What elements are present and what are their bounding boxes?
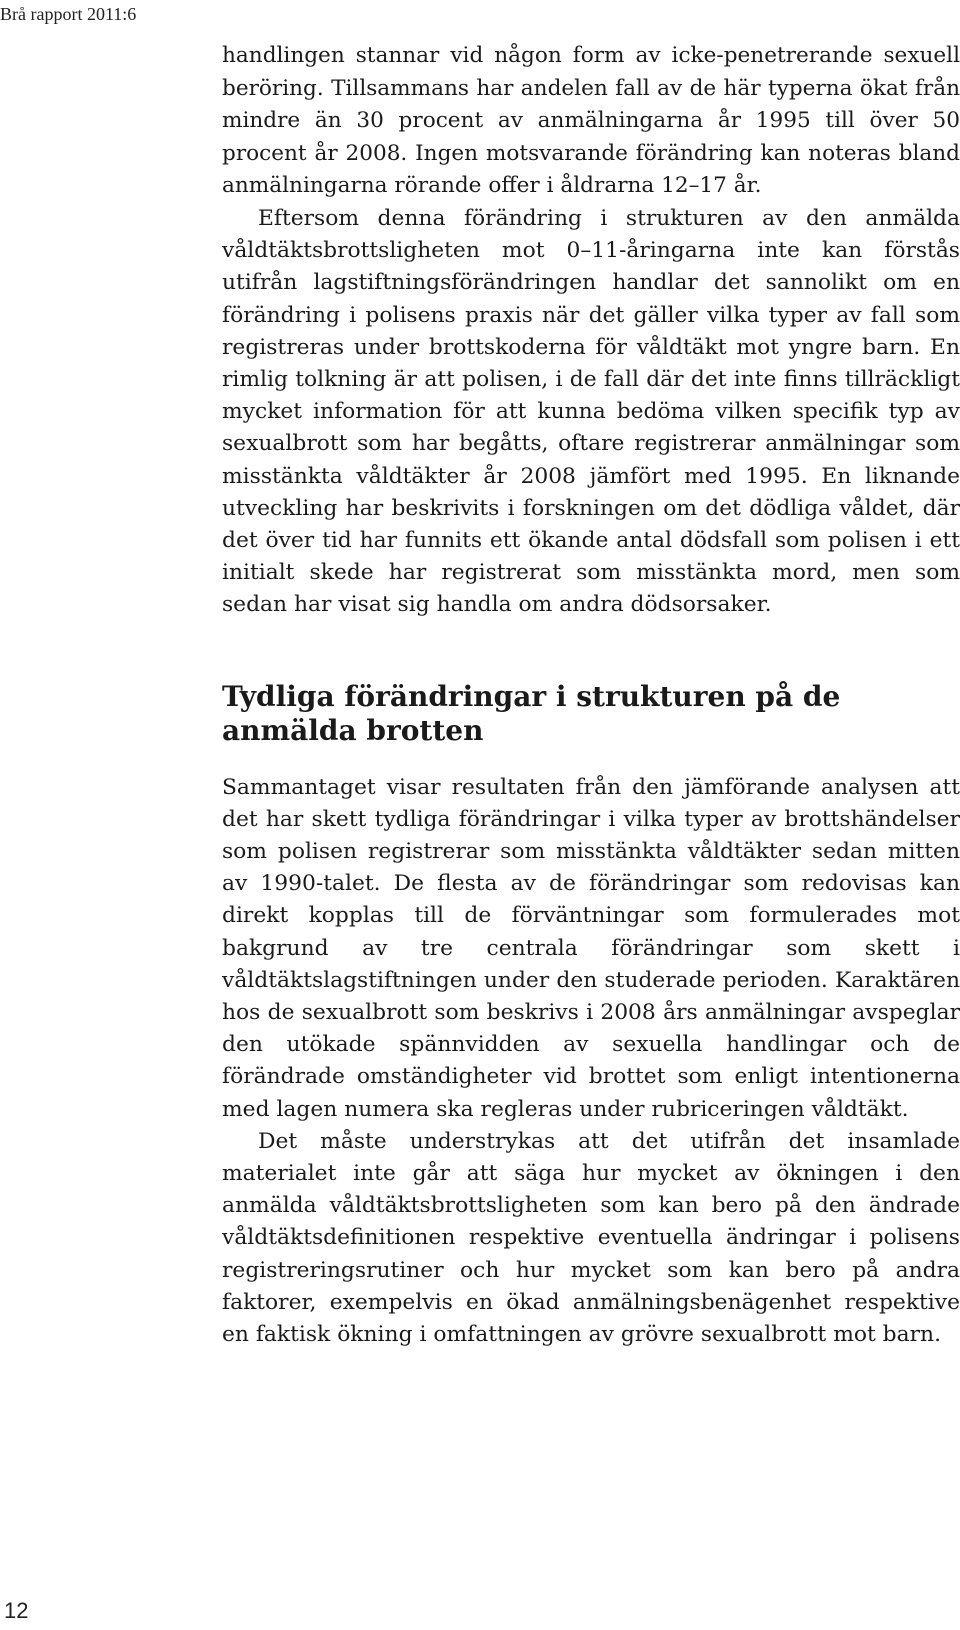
page-body bbox=[222, 40, 960, 1351]
paragraph-caveat: Det måste understrykas att det utifrån det insamlade materialet inte går att säga hur mycket av ökningen i den anmälda våldtäktsbrottsligheten som kan bero på den ändrade våldtäktsdefinitionen respektive eventuella ändringar i polisens registreringsrutiner och hur mycket som kan bero på andra faktorer, exempelvis en ökad anmälningsbenägenhet respektive en faktisk ökning i omfattningen av grövre sexualbrott mot barn. bbox=[222, 1128, 960, 1348]
running-head: Brå rapport 2011:6 bbox=[0, 4, 137, 24]
paragraph-summary: Sammantaget visar resultaten från den jämförande analysen att det har skett tydliga förändringar i vilka typer av brottshändelser som polisen registrerar som misstänkta våldtäkter sedan mitten av 1990-talet. De flesta av de förändringar som redovisas kan direkt kopplas till de förväntningar som formulerades mot bakgrund av tre centrala förändringar som skett i våldtäktslagstiftningen under den studerade perioden. Karaktären hos de sexualbrott som beskrivs i 2008 års anmälningar avspeglar den utökade spännvidden av sexuella handlingar och de förändrade omständigheter vid brottet som enligt intentionerna med lagen numera ska regleras under rubriceringen våldtäkt. bbox=[222, 774, 960, 1122]
paragraph-police-practice: Eftersom denna förändring i strukturen av den anmälda våldtäktsbrottsligheten mot 0–11-åringarna inte kan förstås utifrån lagstiftningsförändringen handlar det sannolikt om en förändring i polisens praxis när det gäller vilka typer av fall som registreras under brottskoderna för våldtäkt mot yngre barn. En rimlig tolkning är att polisen, i de fall där det inte finns tillräckligt mycket information för att kunna bedöma vilken specifik typ av sexualbrott som har begåtts, oftare registrerar anmälningar som misstänkta våldtäkter år 2008 jämfört med 1995. En liknande utveckling har beskrivits i forskningen om det dödliga våldet, där det över tid har funnits ett ökande antal dödsfall som polisen i ett initialt skede har registrerat som misstänkta mord, men som sedan har visat sig handla om andra dödsorsaker. bbox=[222, 205, 960, 618]
section-heading: Tydliga förändringar i strukturen på de anmälda brotten bbox=[222, 679, 841, 747]
paragraph-continuation: handlingen stannar vid någon form av icke-penetrerande sexuell beröring. Tillsammans har andelen fall av de här typerna ökat från mindre än 30 procent av anmälningarna år 1995 till över 50 procent år 2008. Ingen motsvarande förändring kan noteras bland anmälningarna rörande offer i åldrarna 12–17 år. bbox=[222, 43, 960, 199]
page-number: 12 bbox=[4, 1598, 29, 1623]
